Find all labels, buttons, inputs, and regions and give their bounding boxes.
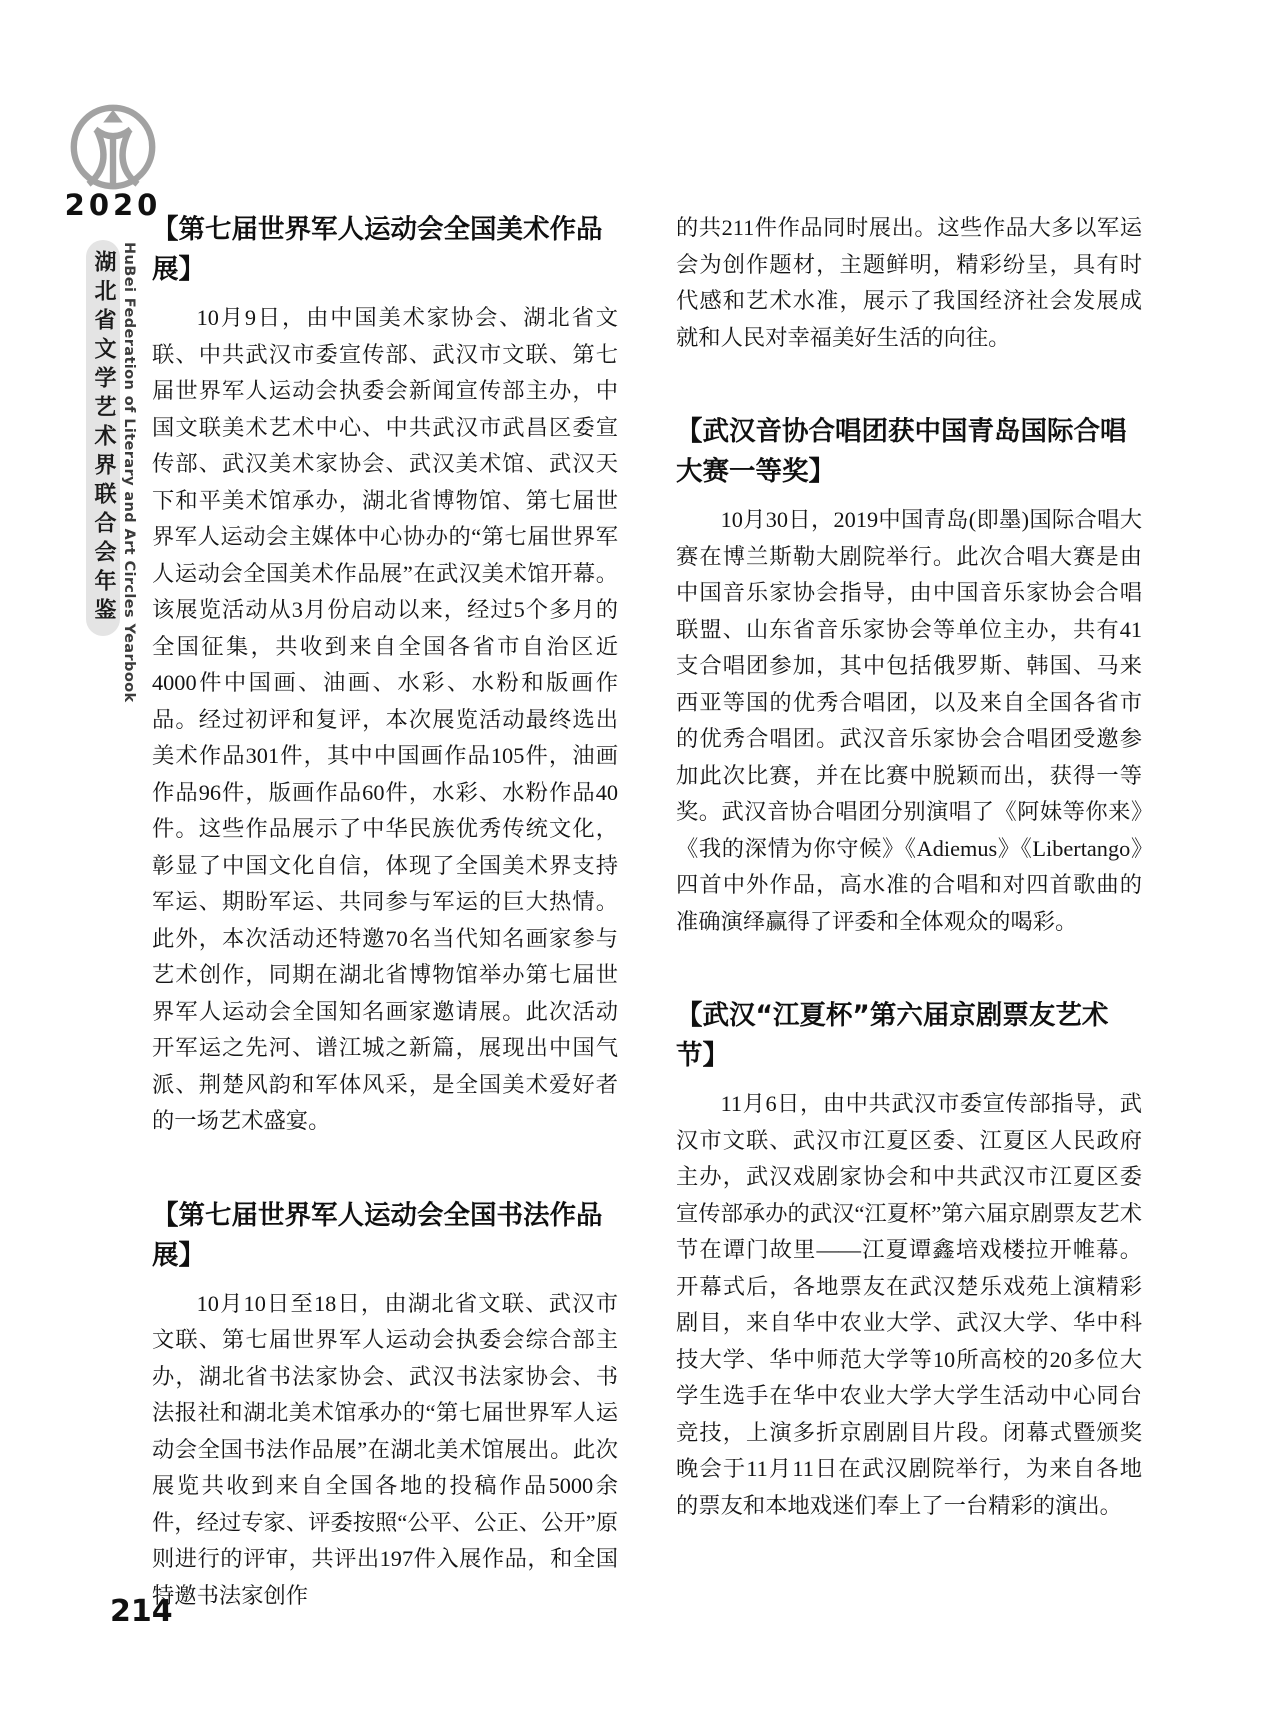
entry-heading: 【第七届世界军人运动会全国美术作品展】 <box>152 214 603 285</box>
federation-logo-block <box>58 96 168 222</box>
entry-chorus-award <box>676 412 1142 940</box>
entry-body: 11月6日，由中共武汉市委宣传部指导，武汉市文联、武汉市江夏区委、江夏区人民政府主办，武汉戏剧家协会和中共武汉市江夏区委宣传部承办的武汉“江夏杯”第六届京剧票友艺术节在谭门故里——江夏谭鑫培戏楼拉开帷幕。开幕式后，各地票友在武汉楚乐戏苑上演精彩剧目，来自华中农业大学、武汉大学、华中科技大学、华中师范大学等10所高校的20多位大学生选手在华中农业大学大学生活动中心同台竞技，上演多折京剧剧目片段。闭幕式暨颁奖晚会于11月11日在武汉剧院举行，为来自各地的票友和本地戏迷们奉上了一台精彩的演出。 <box>676 1091 1142 1518</box>
page-number: 214 <box>110 1594 173 1629</box>
sidebar-title-pill <box>86 240 120 636</box>
entry-art-exhibition <box>152 210 618 1140</box>
entry-calligraphy-exhibition <box>152 1196 618 1615</box>
sidebar-title-english: HuBei Federation of Literary and Art Circles Yearbook <box>121 242 137 703</box>
sidebar-title-chinese: 湖北省文学艺术界联合会年鉴 <box>91 249 116 627</box>
right-column <box>676 210 1142 1524</box>
entry-heading: 【武汉“江夏杯”第六届京剧票友艺术节】 <box>676 1000 1109 1071</box>
entry-peking-opera-festival <box>676 996 1142 1524</box>
entry-heading: 【第七届世界军人运动会全国书法作品展】 <box>152 1199 603 1271</box>
yearbook-year: 2020 <box>64 188 162 222</box>
entry-body: 10月9日，由中国美术家协会、湖北省文联、中共武汉市委宣传部、武汉市文联、第七届世界军人运动会执委会新闻宣传部主办，中国文联美术艺术中心、中共武汉市武昌区委宣传部、武汉美术家协会、武汉美术馆、武汉天下和平美术馆承办，湖北省博物馆、第七届世界军人运动会主媒体中心协办的“第七届世界军人运动会全国美术作品展”在武汉美术馆开幕。该展览活动从3月份启动以来，经过5个多月的全国征集，共收到来自全国各省市自治区近4000件中国画、油画、水彩、水粉和版画作品。经过初评和复评，本次展览活动最终选出美术作品301件，其中中国画作品105件，油画作品96件，版画作品60件，水彩、水粉作品40件。这些作品展示了中华民族优秀传统文化，彰显了中国文化自信，体现了全国美术界支持军运、期盼军运、共同参与军运的巨大热情。此外，本次活动还特邀70名当代知名画家参与艺术创作，同期在湖北省博物馆举办第七届世界军人运动会全国知名画家邀请展。此次活动开军运之先河、谱江城之新篇，展现出中国气派、荆楚风韵和军体风采，是全国美术爱好者的一场艺术盛宴。 <box>152 305 618 1133</box>
left-column <box>152 210 618 1614</box>
entry-body-continuation: 的共211件作品同时展出。这些作品大多以军运会为创作题材，主题鲜明，精彩纷呈，具有时代感和艺术水准，展示了我国经济社会发展成就和人民对幸福美好生活的向往。 <box>676 215 1142 350</box>
entry-body: 10月10日至18日，由湖北省文联、武汉市文联、第七届世界军人运动会执委会综合部主办，湖北省书法家协会、武汉书法家协会、书法报社和湖北美术馆承办的“第七届世界军人运动会全国书法作品展”在湖北美术馆展出。此次展览共收到来自全国各地的投稿作品5000余件，经过专家、评委按照“公平、公正、公开”原则进行的评审，共评出197件入展作品，和全国特邀书法家创作 <box>152 1290 618 1608</box>
entry-heading: 【武汉音协合唱团获中国青岛国际合唱大赛一等奖】 <box>676 416 1127 487</box>
entry-body: 10月30日，2019中国青岛(即墨)国际合唱大赛在博兰斯勒大剧院举行。此次合唱大赛是由中国音乐家协会指导，由中国音乐家协会合唱联盟、山东省音乐家协会等单位主办，共有41支合唱团参加，其中包括俄罗斯、韩国、马来西亚等国的优秀合唱团，以及来自全国各省市的优秀合唱团。武汉音乐家协会合唱团受邀参加此次比赛，并在比赛中脱颖而出，获得一等奖。武汉音协合唱团分别演唱了《阿妹等你来》《我的深情为你守候》《Adiemus》《Libertango》四首中外作品，高水准的合唱和对四首歌曲的准确演绎赢得了评委和全体观众的喝彩。 <box>676 507 1142 934</box>
federation-emblem-icon <box>64 96 162 194</box>
